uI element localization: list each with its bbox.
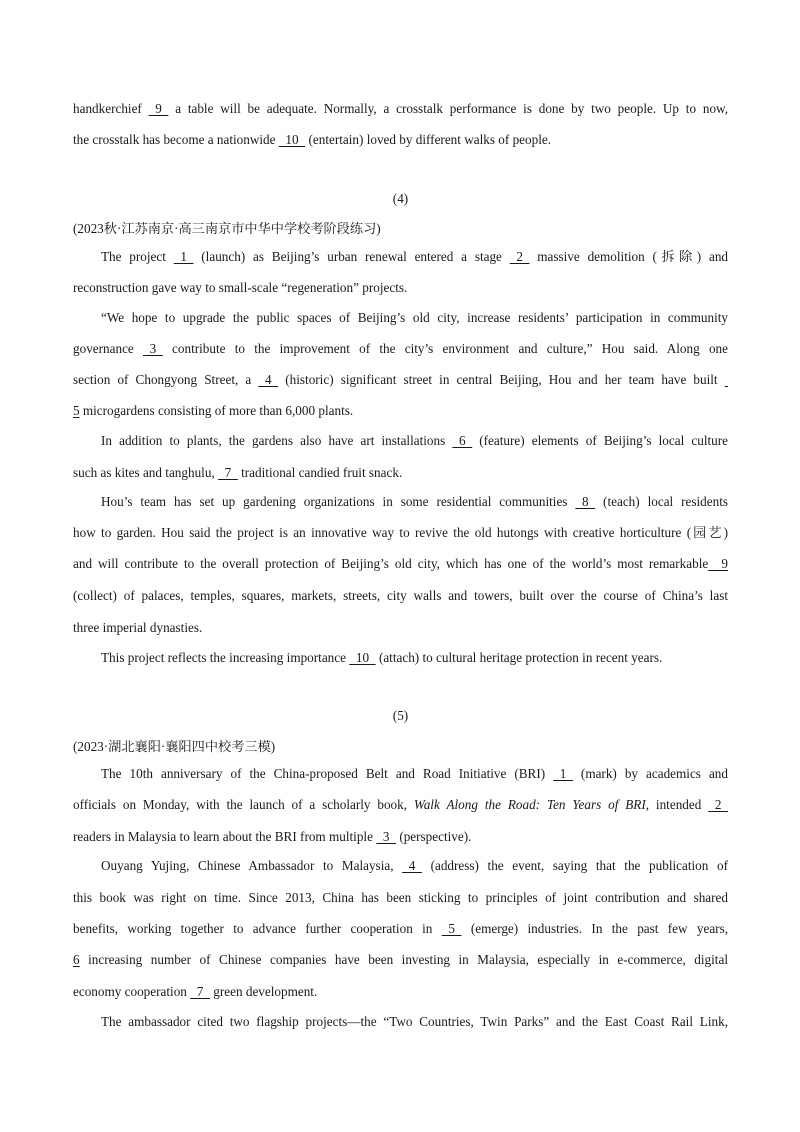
answer-blank[interactable]: 1 [173,249,194,264]
text-line: “We hope to upgrade the public spaces of Beijing’s old city, increase residents’ participation in community [101,310,728,325]
text-line: readers in Malaysia to learn about the BRI from multiple 3 (perspective). [73,829,472,844]
text-line: such as kites and tanghulu, 7 traditional candied fruit snack. [73,465,403,480]
section-number: (4) [392,191,409,206]
answer-blank[interactable]: 3 [143,341,163,356]
answer-blank[interactable]: 9 [708,556,728,571]
answer-blank[interactable]: 5 [441,921,462,936]
text-line: Ouyang Yujing, Chinese Ambassador to Malaysia, 4 (address) the event, saying that the publication of [101,858,728,873]
text-line: the crosstalk has become a nationwide 10 (entertain) loved by different walks of people. [73,132,552,147]
answer-blank[interactable]: 10 [349,650,376,665]
text-line: The 10th anniversary of the China-proposed Belt and Road Initiative (BRI) 1 (mark) by academics and [101,766,728,781]
answer-blank[interactable]: 2 [509,249,530,264]
text-line: handkerchief 9 a table will be adequate. Normally, a crosstalk performance is done by two people. Up to now, [73,101,728,116]
answer-blank[interactable]: 4 [258,372,279,387]
text-line: this book was right on time. Since 2013, China has been sticking to principles of joint contribution and shared [73,890,728,905]
answer-blank[interactable]: 3 [376,829,397,844]
answer-blank[interactable]: 5 [73,403,80,418]
text-line: (collect) of palaces, temples, squares, markets, streets, city walls and towers, built over the course of China’s last [73,588,728,603]
answer-blank[interactable]: 9 [148,101,169,116]
answer-blank[interactable]: 8 [575,494,596,509]
text-line: and will contribute to the overall protection of Beijing’s old city, which has one of the world’s most remarkable 9 [73,556,728,571]
section-number: (5) [392,708,409,723]
text-line: The ambassador cited two flagship projects—the “Two Countries, Twin Parks” and the East Coast Rail Link, [101,1014,728,1029]
answer-blank[interactable]: 2 [708,797,728,812]
answer-blank[interactable]: 7 [218,465,238,480]
text-line: This project reflects the increasing importance 10 (attach) to cultural heritage protection in recent years. [101,650,663,665]
text-line: 5 microgardens consisting of more than 6,000 plants. [73,403,354,418]
text-line: officials on Monday, with the launch of a scholarly book, Walk Along the Road: Ten Years of BRI, intended 2 [73,797,728,812]
book-title: Walk Along the Road: Ten Years of BRI [413,797,646,812]
text-line: The project 1 (launch) as Beijing’s urban renewal entered a stage 2 massive demolition (拆除) and [101,249,729,264]
text-line: benefits, working together to advance further cooperation in 5 (emerge) industries. In the past few years, [73,921,728,936]
answer-blank[interactable]: 10 [278,132,306,147]
text-line: reconstruction gave way to small-scale “regeneration” projects. [73,280,408,295]
text-line: economy cooperation 7 green development. [73,984,318,999]
source-note: (2023·湖北襄阳·襄阳四中校考三模) [73,739,276,754]
text-line: 6 increasing number of Chinese companies have been investing in Malaysia, especially in e-commerce, digital [73,952,728,967]
answer-blank[interactable]: 6 [452,433,473,448]
text-line: section of Chongyong Street, a 4 (historic) significant street in central Beijing, Hou and her team have built [73,372,728,388]
answer-blank[interactable] [725,372,728,388]
answer-blank[interactable]: 1 [553,766,573,781]
text-line: three imperial dynasties. [73,620,203,635]
text-line: governance 3 contribute to the improvement of the city’s environment and culture,” Hou said. Along one [73,341,728,356]
answer-blank[interactable]: 4 [402,858,422,873]
text-line: how to garden. Hou said the project is an innovative way to revive the old hutongs with creative horticulture (园艺) [73,525,728,540]
answer-blank[interactable]: 6 [73,952,80,967]
source-note: (2023秋·江苏南京·高三南京市中华中学校考阶段练习) [73,221,381,236]
answer-blank[interactable]: 7 [190,984,210,999]
text-line: In addition to plants, the gardens also have art installations 6 (feature) elements of Beijing’s local culture [101,433,728,448]
text-line: Hou’s team has set up gardening organizations in some residential communities 8 (teach) local residents [101,494,729,509]
